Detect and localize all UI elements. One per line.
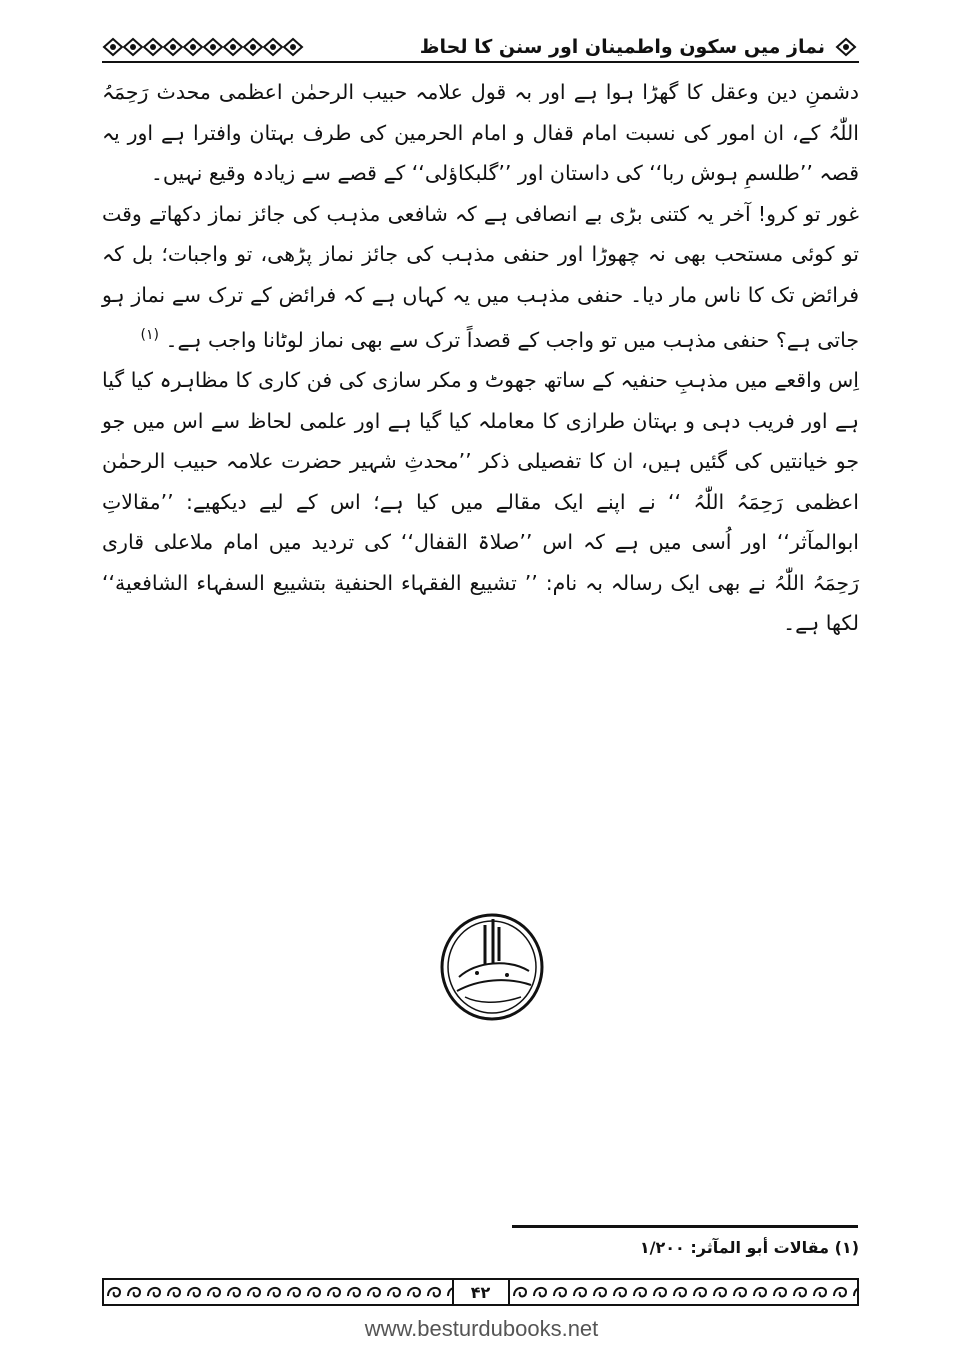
- running-header-title: نماز میں سکون واطمینان اور سنن کا لحاظ: [419, 36, 825, 58]
- paragraph-1: دشمنِ دین وعقل کا گھڑا ہوا ہے اور بہ قول علامہ حبیب الرحمٰن اعظمی محدث رَحِمَہُ اللّٰہُ کے، ان امور کی نسبت امام قفال و امام الحرمین کی طرف بہتان وافترا ہے اور یہ قصہ ’’طلسمِ ہوش ربا‘‘ کی داستان اور ’’گلبکاؤلی‘‘ کے قصے سے زیادہ وقیع نہیں۔: [102, 80, 859, 185]
- header-ornament-right: [833, 36, 859, 58]
- watermark-url: www.besturdubooks.net: [364, 1316, 599, 1341]
- page-header: [102, 32, 859, 62]
- header-rule: [102, 61, 859, 63]
- footer-ornament-left: [102, 1278, 454, 1306]
- main-text: [102, 72, 859, 644]
- footnote: (۱) مقالات أبو المآثر: ۱/۲۰۰: [639, 1238, 859, 1257]
- footnote-marker: (۱): [140, 327, 159, 343]
- header-ornament-left: [102, 36, 412, 58]
- page-number: ۴۲: [454, 1278, 508, 1306]
- footnote-rule: [512, 1225, 858, 1228]
- page-footer: [102, 1278, 859, 1306]
- paragraph-3: اِس واقعے میں مذہبِ حنفیہ کے ساتھ جھوٹ و مکر سازی کی فن کاری کا مظاہرہ کیا گیا ہے اور فریب دہی و بہتان طرازی کا معاملہ کیا گیا ہے اور علمی لحاظ سے اس میں جو جو خیانتیں کی گئیں ہیں، ان کا تفصیلی ذکر ’’محدثِ شہیر حضرت علامہ حبیب الرحمٰن اعظمی رَحِمَہُ اللّٰہُ ‘‘ نے اپنے ایک مقالے میں کیا ہے؛ اس کے لیے دیکھیے: ’’مقالاتِ ابوالمآثر‘‘ اور اُسی میں ہے کہ اس ’’صلاۃ القفال‘‘ کی تردید میں امام ملاعلی قاری رَحِمَہُ اللّٰہُ نے بھی ایک رسالہ بہ نام: ’’ تشییع الفقہاء الحنفیة بتشییع السفہاء الشافعیة‘‘ لکھا ہے۔: [102, 368, 859, 636]
- paragraph-2: [102, 194, 859, 361]
- publisher-seal-logo: [437, 905, 547, 1025]
- paragraph-2-text: غور تو کرو! آخر یہ کتنی بڑی بے انصافی ہے کہ شافعی مذہب کی جائز نماز دکھاتے وقت تو کوئی مستحب بھی نہ چھوڑا اور حنفی مذہب کی جائز نماز پڑھی، تو واجبات؛ بل کہ فرائض تک کا ناس مار دیا۔ حنفی مذہب میں یہ کہاں ہے کہ فرائض کے ترک سے نماز ہو جاتی ہے؟ حنفی مذہب میں تو واجب کے قصداً ترک سے بھی نماز لوٹانا واجب ہے۔: [102, 201, 859, 352]
- footer-ornament-right: [508, 1278, 860, 1306]
